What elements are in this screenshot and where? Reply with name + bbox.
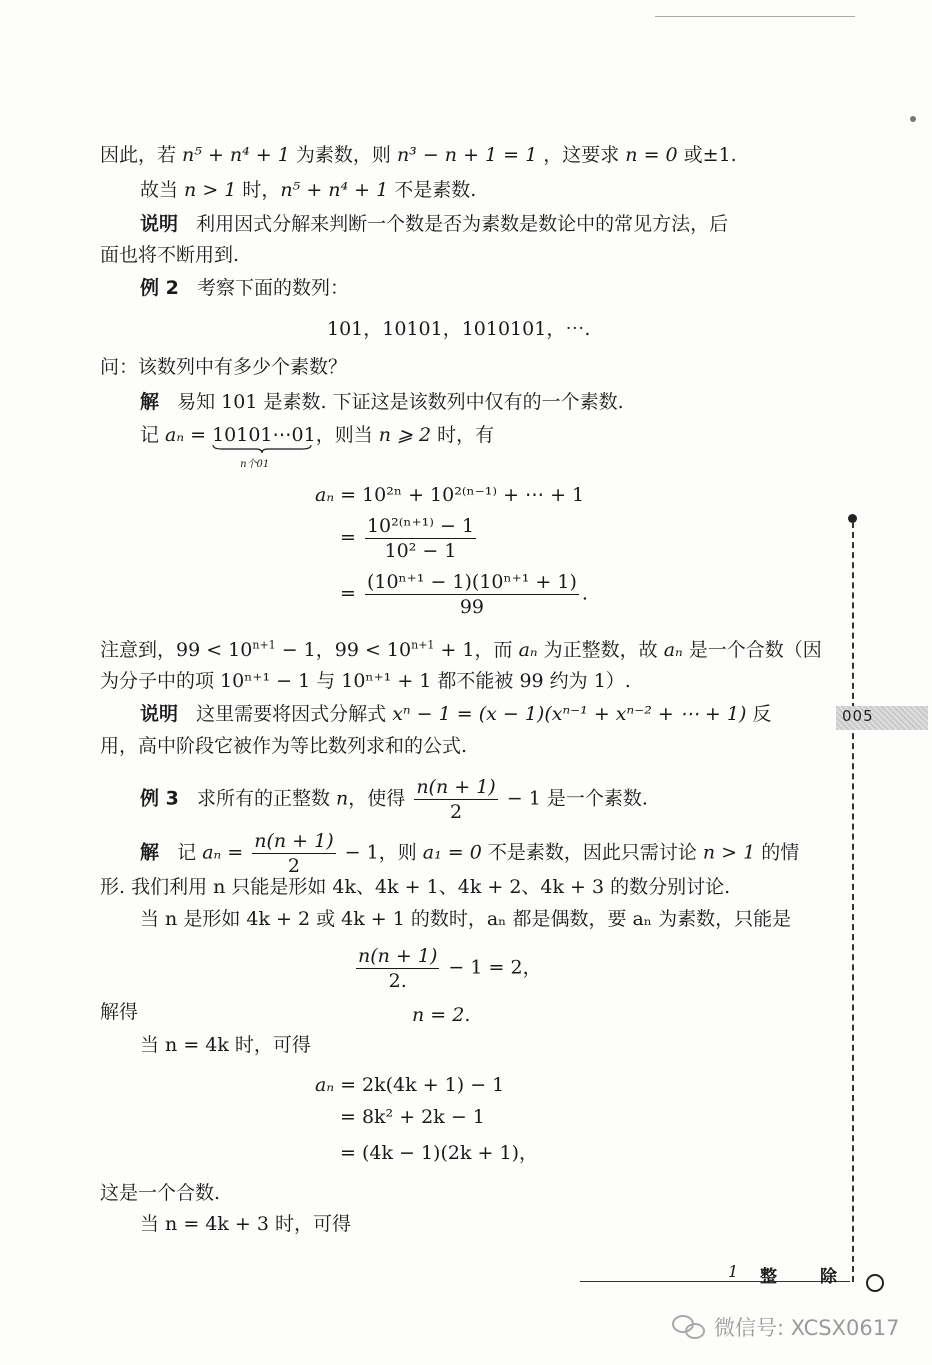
notice-cont: 为分子中的项 10ⁿ⁺¹ − 1 与 10ⁿ⁺¹ + 1 都不能被 99 约为 1）. xyxy=(100,670,631,692)
math-expr: n = 0 xyxy=(625,144,678,166)
example-2-heading xyxy=(140,275,349,301)
text-span: 的情 xyxy=(755,841,800,864)
note-label: 说明 xyxy=(140,213,179,235)
note-1 xyxy=(140,211,728,237)
math-expr: xⁿ − 1 = (x − 1)(xⁿ⁻¹ + xⁿ⁻² + ⋯ + 1) xyxy=(392,703,747,725)
fraction xyxy=(414,775,497,824)
exponent: n+1 xyxy=(252,638,276,652)
note-text: 利用因式分解来判断一个数是否为素数是数论中的常见方法，后 xyxy=(196,213,729,235)
text-span: 不是素数，因此只需讨论 xyxy=(481,841,703,864)
text-span: 时，有 xyxy=(431,424,495,446)
math-expr: n > 1 xyxy=(702,841,756,864)
equation-fraction-1: = $\frac{\text{10²⁽ⁿ⁺¹⁾ − 1}}{\text{10² − 1}}$ xyxy=(340,515,475,562)
solution-3-cont: 形. 我们利用 n 只能是形如 4k、4k + 1、4k + 2、4k + 3 的数分别讨论. xyxy=(100,876,731,898)
fraction-numerator: n(n + 1) xyxy=(358,945,438,967)
math-expr: n³ − n + 1 = 1 xyxy=(396,144,538,166)
text-span: 注意到，99 < 10 xyxy=(100,639,253,661)
fraction-denominator: 2 xyxy=(287,855,300,877)
text-span: 记 xyxy=(140,424,166,446)
text-span: − 1 是一个素数. xyxy=(500,787,648,810)
math-expr: aₙ xyxy=(165,424,185,446)
page-number: 005 xyxy=(842,707,874,725)
text-span: − 1，则 xyxy=(338,841,423,864)
text-span: ，则当 xyxy=(315,424,379,446)
solution-label: 解 xyxy=(140,391,160,413)
math-expr: = 2k(4k + 1) − 1 xyxy=(340,1074,505,1096)
note-1-cont: 面也将不断用到. xyxy=(100,244,240,266)
equation-case-2-r1 xyxy=(315,1074,504,1096)
note-label: 说明 xyxy=(140,703,179,725)
case-2: 当 n = 4k 时，可得 xyxy=(140,1034,311,1056)
watermark-text: 微信号: XCSX0617 xyxy=(714,1316,900,1340)
text-span: + 1，而 xyxy=(434,639,519,661)
equation-fraction-2: = $\frac{\text{(10ⁿ⁺¹ − 1)(10ⁿ⁺¹ + 1)}}{99}$ . xyxy=(340,571,588,618)
equation-case-2-r2: = 8k² + 2k − 1 xyxy=(340,1106,485,1128)
note-2-cont: 用，高中阶段它被作为等比数列求和的公式. xyxy=(100,735,468,757)
wechat-icon xyxy=(672,1315,706,1339)
text-span: 或±1. xyxy=(677,144,737,166)
example-label: 例 2 xyxy=(140,277,179,299)
math-expr: a₁ = 0 xyxy=(422,841,482,864)
footer-circle-icon xyxy=(866,1274,884,1292)
solution-2-intro xyxy=(140,389,624,415)
text-span: 是一个合数（因 xyxy=(682,639,822,661)
notice-line xyxy=(100,637,822,663)
text-span: 为正整数，故 xyxy=(537,639,664,661)
example-label: 例 3 xyxy=(140,787,179,810)
text-span: 记 xyxy=(177,841,203,864)
math-expr: aₙ xyxy=(315,1074,335,1096)
case-3: 当 n = 4k + 3 时，可得 xyxy=(140,1213,352,1235)
text-span: 时， xyxy=(236,179,281,201)
math-expr: n⁵ + n⁴ + 1 xyxy=(280,179,389,201)
fraction-numerator: (10ⁿ⁺¹ − 1)(10ⁿ⁺¹ + 1) xyxy=(366,571,577,593)
note-2 xyxy=(140,701,771,727)
repeated-number: 10101⋯01 xyxy=(212,424,316,446)
math-expr: = 10²ⁿ + 10²⁽ⁿ⁻¹⁾ + ⋯ + 1 xyxy=(340,484,585,506)
fraction-numerator: n(n + 1) xyxy=(416,776,496,798)
example-3-heading: 例 3 求所有的正整数 n，使得 $\frac{n(n + 1)}{2}$ − 1 是一个素数. xyxy=(140,776,648,823)
fraction-numerator: 10²⁽ⁿ⁺¹⁾ − 1 xyxy=(366,515,475,537)
margin-dashed-line xyxy=(852,522,854,1282)
composite-line: 这是一个合数. xyxy=(100,1182,221,1204)
solution-text: 易知 101 是素数. 下证这是该数列中仅有的一个素数. xyxy=(177,391,624,413)
text-span: 反 xyxy=(746,703,772,725)
text-line-2 xyxy=(140,177,476,203)
text-span: − 1，99 < 10 xyxy=(275,639,412,661)
solution-label: 解 xyxy=(140,841,160,864)
watermark xyxy=(672,1312,899,1342)
text-span: 故当 xyxy=(140,179,185,201)
fraction xyxy=(356,944,439,993)
fraction xyxy=(252,829,335,878)
math-expr: n > 1 xyxy=(184,179,237,201)
fraction-denominator: 2. xyxy=(388,970,407,992)
underbrace-note: n个01 xyxy=(240,459,270,470)
footer-chapter-number: 1 xyxy=(728,1262,739,1281)
page-corner-mark xyxy=(910,116,916,122)
fraction-denominator: 2 xyxy=(449,801,463,823)
example-2-sequence: 101，10101，1010101，⋯. xyxy=(327,318,591,340)
math-expr: n ⩾ 2 xyxy=(378,424,432,446)
underbrace-group xyxy=(212,422,316,470)
text-span: 求所有的正整数 xyxy=(196,787,337,810)
case-1: 当 n 是形如 4k + 2 或 4k + 1 的数时，aₙ 都是偶数，要 aₙ 为素数，只能是 xyxy=(140,908,792,930)
equation-case-1 xyxy=(353,944,542,993)
fraction-denominator: 10² − 1 xyxy=(384,540,457,562)
text-span: 这里需要将因式分解式 xyxy=(196,703,393,725)
text-line-1 xyxy=(100,142,737,168)
footer-chapter-title: 整 xyxy=(760,1267,777,1287)
solution-2-definition: 记 aₙ = 10101⋯01 n个01 ，则当 n ⩾ 2 时，有 xyxy=(140,422,494,448)
exponent: n+1 xyxy=(411,638,435,652)
text-span: 不是素数. xyxy=(388,179,477,201)
equation-case-2-r3: = (4k − 1)(2k + 1)， xyxy=(340,1142,538,1164)
text-span: − 1 = 2， xyxy=(442,956,542,979)
text-span: ，使得 xyxy=(348,787,412,810)
equation-an-sum xyxy=(315,484,584,506)
solution-3-intro: 解 记 aₙ = $\frac{n(n + 1)}{2}$ − 1，则 a₁ = 0 不是素数，因此只需讨论 n > 1 的情 xyxy=(140,830,800,877)
math-expr: aₙ xyxy=(202,841,222,864)
math-expr: aₙ xyxy=(663,639,683,661)
math-expr: aₙ xyxy=(518,639,538,661)
example-text: 考察下面的数列： xyxy=(196,277,349,299)
text-span: 因此，若 xyxy=(100,144,183,166)
solve-label: 解得 xyxy=(100,1001,139,1023)
example-2-question: 问：该数列中有多少个素数？ xyxy=(100,356,348,378)
math-expr: n⁵ + n⁴ + 1 xyxy=(182,144,290,166)
page-top-rule xyxy=(655,16,855,17)
solve-equation: n = 2. xyxy=(412,1004,471,1026)
text-span: 为素数，则 xyxy=(289,144,397,166)
fraction xyxy=(365,570,579,619)
footer-rule xyxy=(580,1281,850,1282)
fraction-denominator: 99 xyxy=(459,596,485,618)
fraction-numerator: n(n + 1) xyxy=(254,830,334,852)
text-span: ，这要求 xyxy=(537,144,626,166)
math-expr: aₙ xyxy=(315,484,335,506)
fraction xyxy=(365,514,476,563)
footer-chapter-title: 除 xyxy=(820,1267,837,1287)
